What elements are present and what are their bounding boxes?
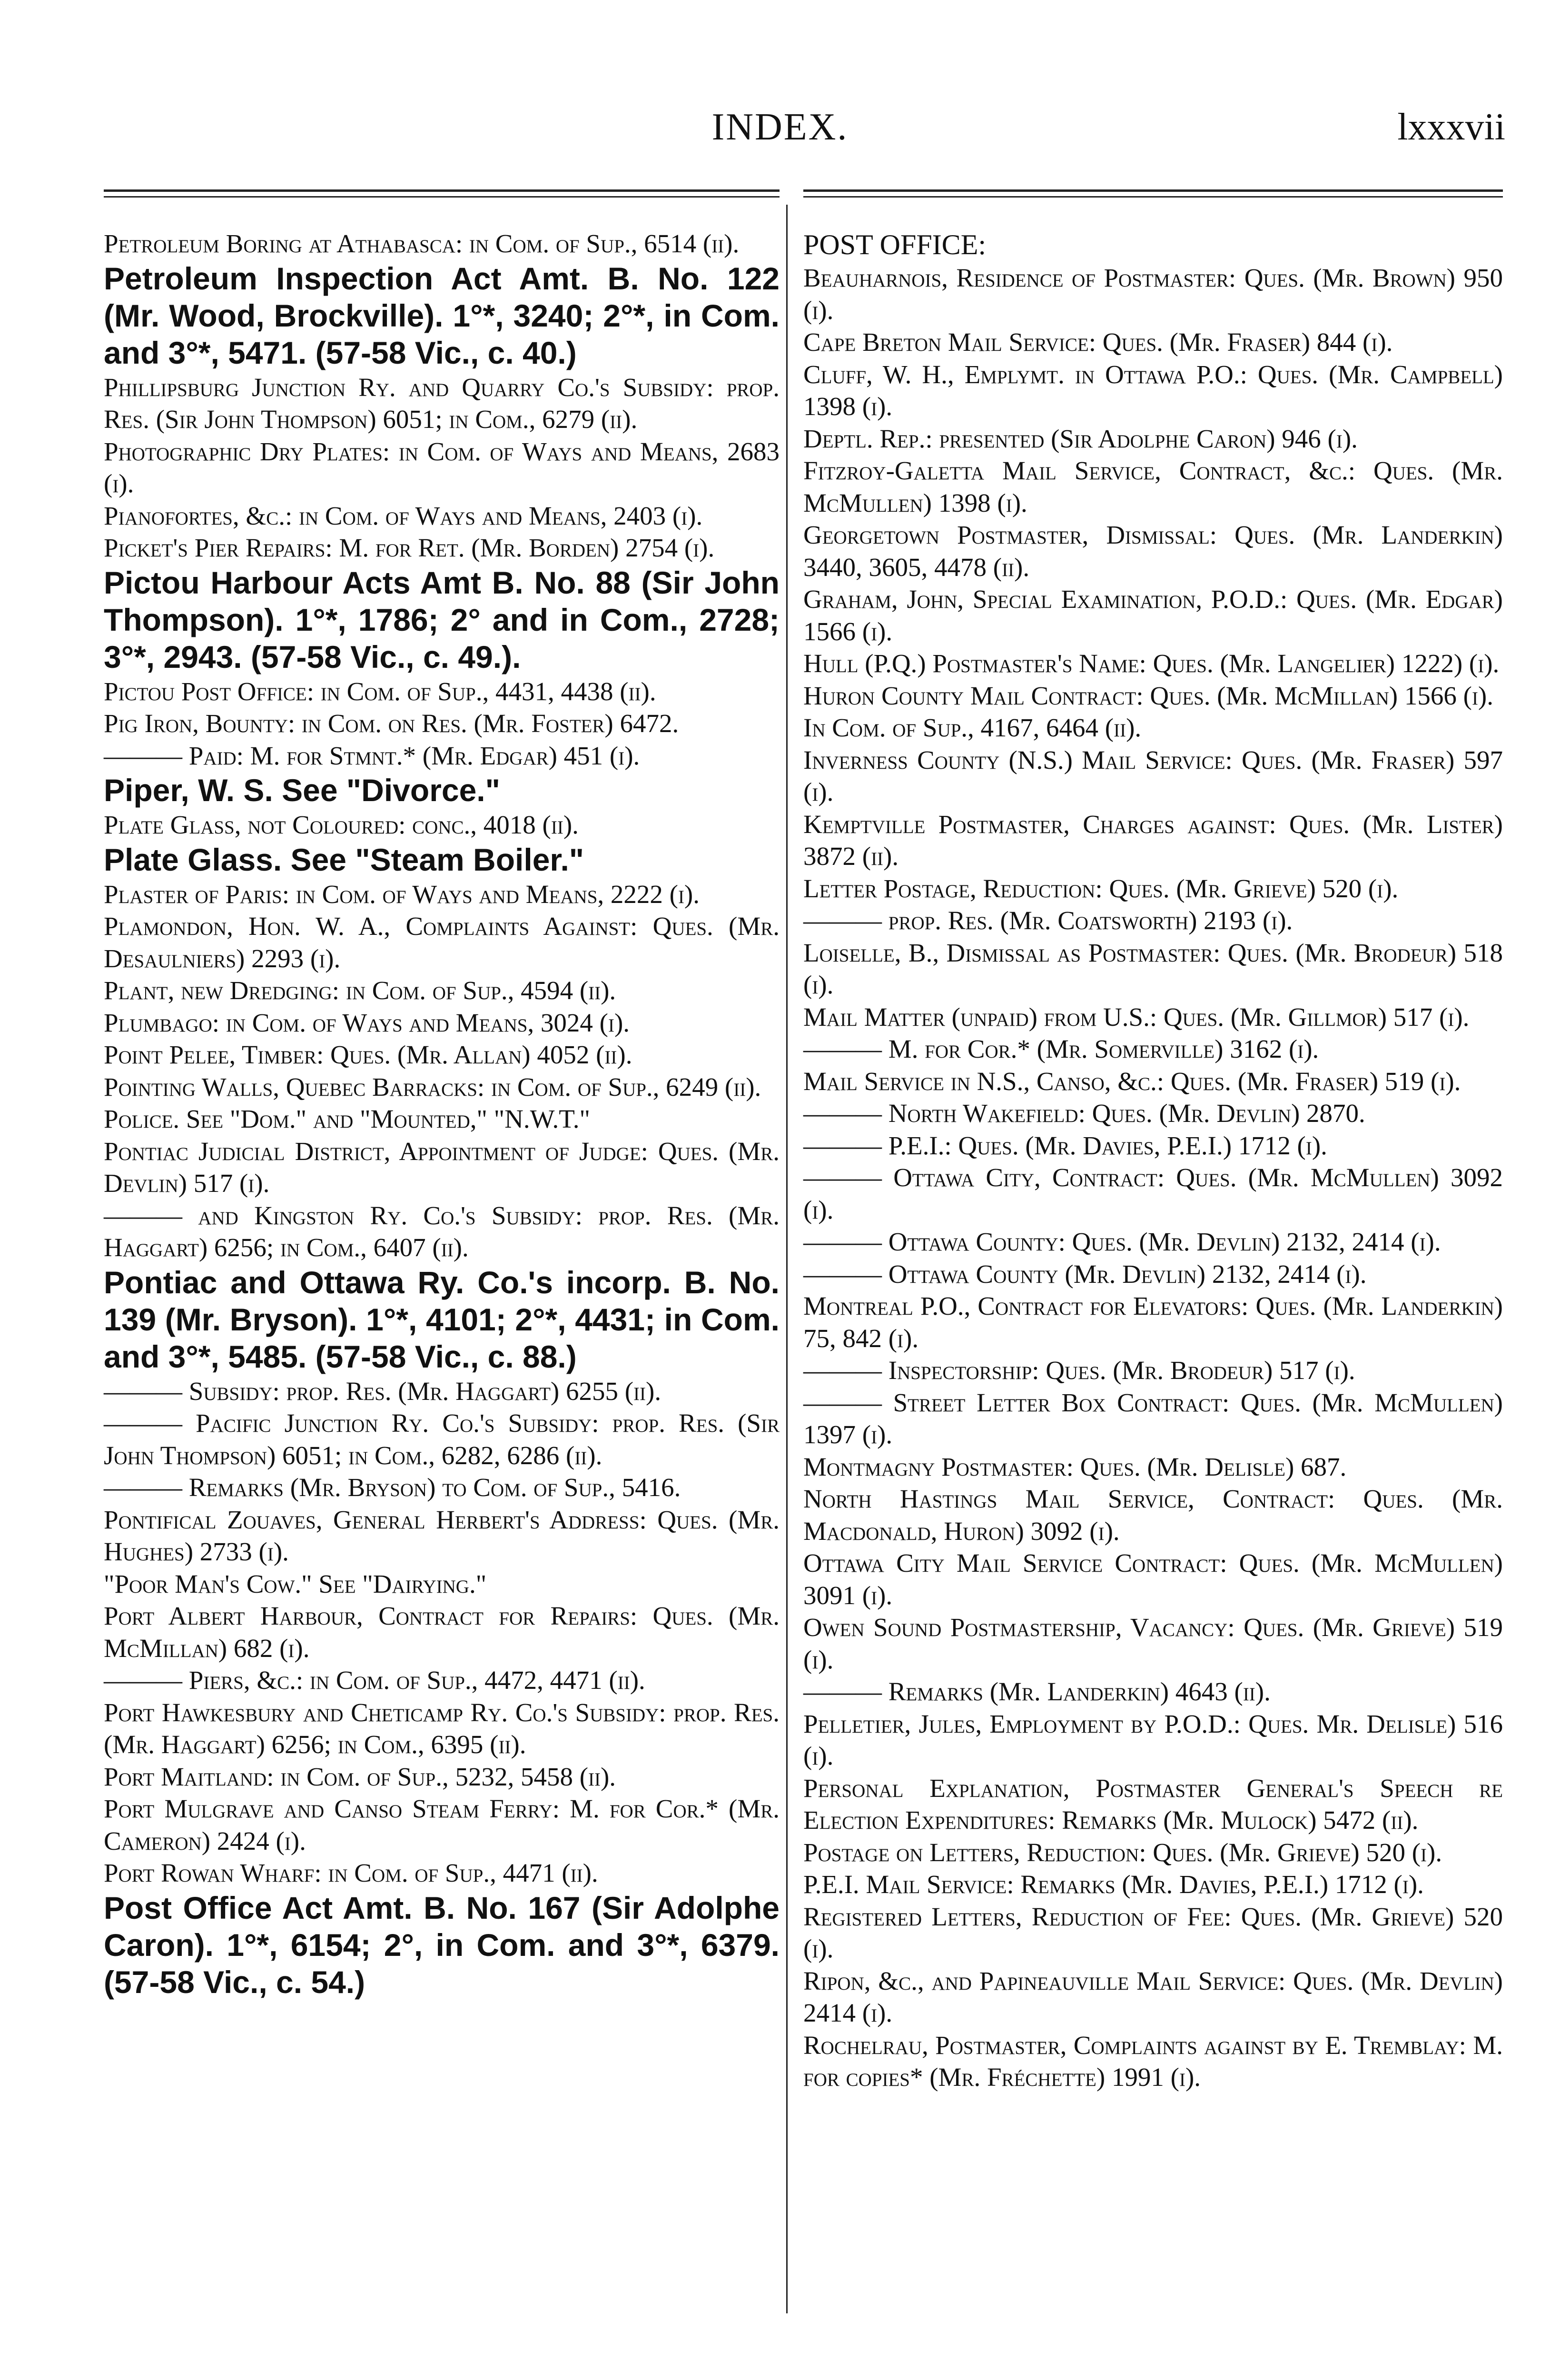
- index-entry: ——— and Kingston Ry. Co.'s Subsidy: prop. Res. (Mr. Haggart) 6256; in Com., 6407 (ii).: [104, 1200, 780, 1262]
- index-entry: Ripon, &c., and Papineauville Mail Service: Ques. (Mr. Devlin) 2414 (i).: [803, 1966, 1503, 2027]
- index-entry: Picket's Pier Repairs: M. for Ret. (Mr. Borden) 2754 (i).: [104, 533, 715, 562]
- index-entry: Plate Glass. See "Steam Boiler.": [104, 842, 584, 877]
- index-entry: Cluff, W. H., Emplymt. in Ottawa P.O.: Ques. (Mr. Campbell) 1398 (i).: [803, 359, 1503, 421]
- page-number: lxxxvii: [1397, 106, 1505, 148]
- section-heading: POST OFFICE:: [803, 229, 987, 260]
- index-entry: Graham, John, Special Examination, P.O.D.: Ques. (Mr. Edgar) 1566 (i).: [803, 585, 1503, 646]
- index-entry: Plamondon, Hon. W. A., Complaints Against: Ques. (Mr. Desaulniers) 2293 (i).: [104, 912, 780, 973]
- index-entry: Port Mulgrave and Canso Steam Ferry: M. for Cor.* (Mr. Cameron) 2424 (i).: [104, 1794, 780, 1855]
- left-column: [104, 228, 780, 2001]
- index-entry: Huron County Mail Contract: Ques. (Mr. McMillan) 1566 (i).: [803, 681, 1493, 710]
- index-entry: Port Maitland: in Com. of Sup., 5232, 5458 (ii).: [104, 1762, 616, 1791]
- index-entry: ——— Ottawa City, Contract: Ques. (Mr. McMullen) 3092 (i).: [803, 1163, 1503, 1224]
- index-entry: Photographic Dry Plates: in Com. of Ways and Means, 2683 (i).: [104, 436, 780, 498]
- index-entry: Plate Glass, not Coloured: conc., 4018 (ii).: [104, 810, 579, 839]
- index-entry: Montreal P.O., Contract for Elevators: Ques. (Mr. Landerkin) 75, 842 (i).: [803, 1291, 1503, 1353]
- index-entry: Personal Explanation, Postmaster General's Speech re Election Expenditures: Remarks (Mr. Mulock) 5472 (ii).: [803, 1773, 1503, 1835]
- index-entry: Port Rowan Wharf: in Com. of Sup., 4471 (ii).: [104, 1858, 598, 1887]
- index-entry: Loiselle, B., Dismissal as Postmaster: Ques. (Mr. Brodeur) 518 (i).: [803, 938, 1503, 999]
- index-entry: ——— Subsidy: prop. Res. (Mr. Haggart) 6255 (ii).: [104, 1376, 662, 1406]
- index-entry: ——— Inspectorship: Ques. (Mr. Brodeur) 517 (i).: [803, 1356, 1355, 1385]
- index-entry: Pelletier, Jules, Employment by P.O.D.: Ques. Mr. Delisle) 516 (i).: [803, 1709, 1503, 1770]
- index-entry: Hull (P.Q.) Postmaster's Name: Ques. (Mr. Langelier) 1222) (i).: [803, 649, 1500, 678]
- index-entry: Police. See "Dom." and "Mounted," "N.W.T.": [104, 1104, 590, 1133]
- index-entry: ——— North Wakefield: Ques. (Mr. Devlin) 2870.: [803, 1099, 1365, 1128]
- index-entry: Post Office Act Amt. B. No. 167 (Sir Adolphe Caron). 1°*, 6154; 2°, in Com. and 3°*, 6379. (57-58 Vic., c. 54.): [104, 1890, 780, 2000]
- index-entry: Inverness County (N.S.) Mail Service: Ques. (Mr. Fraser) 597 (i).: [803, 745, 1503, 806]
- index-entry: Phillipsburg Junction Ry. and Quarry Co.'s Subsidy: prop. Res. (Sir John Thompson) 6051; in Com., 6279 (ii).: [104, 372, 780, 434]
- index-entry: Petroleum Inspection Act Amt. B. No. 122 (Mr. Wood, Brockville). 1°*, 3240; 2°*, in Com. and 3°*, 5471. (57-58 Vic., c. 40.): [104, 260, 780, 370]
- index-entry: Pictou Harbour Acts Amt B. No. 88 (Sir John Thompson). 1°*, 1786; 2° and in Com., 2728; 3°*, 2943. (57-58 Vic., c. 49.).: [104, 565, 780, 674]
- index-entry: ——— Street Letter Box Contract: Ques. (Mr. McMullen) 1397 (i).: [803, 1388, 1503, 1449]
- header-rule-right: [803, 189, 1503, 192]
- index-entry: In Com. of Sup., 4167, 6464 (ii).: [803, 713, 1142, 742]
- index-entry: ——— Piers, &c.: in Com. of Sup., 4472, 4471 (ii).: [104, 1666, 645, 1695]
- index-entry: Deptl. Rep.: presented (Sir Adolphe Caron) 946 (i).: [803, 424, 1358, 453]
- index-entry: Registered Letters, Reduction of Fee: Ques. (Mr. Grieve) 520 (i).: [803, 1902, 1503, 1963]
- index-entry: ——— Paid: M. for Stmnt.* (Mr. Edgar) 451 (i).: [104, 741, 640, 770]
- index-entry: Beauharnois, Residence of Postmaster: Ques. (Mr. Brown) 950 (i).: [803, 263, 1503, 325]
- header-rule-left-lower: [104, 196, 780, 198]
- index-entry: ——— Remarks (Mr. Landerkin) 4643 (ii).: [803, 1677, 1271, 1706]
- index-entry: ——— Remarks (Mr. Bryson) to Com. of Sup., 5416.: [104, 1473, 681, 1502]
- index-entry: Port Albert Harbour, Contract for Repairs: Ques. (Mr. McMillan) 682 (i).: [104, 1601, 780, 1663]
- header-rule-left: [104, 189, 780, 192]
- index-entry: ——— Ottawa County: Ques. (Mr. Devlin) 2132, 2414 (i).: [803, 1227, 1441, 1256]
- index-entry: Montmagny Postmaster: Ques. (Mr. Delisle) 687.: [803, 1452, 1347, 1481]
- index-entry: North Hastings Mail Service, Contract: Ques. (Mr. Macdonald, Huron) 3092 (i).: [803, 1484, 1503, 1546]
- index-entry: Cape Breton Mail Service: Ques. (Mr. Fraser) 844 (i).: [803, 327, 1393, 357]
- index-entry: Pianofortes, &c.: in Com. of Ways and Means, 2403 (i).: [104, 501, 703, 530]
- index-entry: ——— Pacific Junction Ry. Co.'s Subsidy: prop. Res. (Sir John Thompson) 6051; in Com., 6282, 6286 (ii).: [104, 1408, 780, 1470]
- right-column-entries: [803, 262, 1503, 2093]
- index-entry: Rochelrau, Postmaster, Complaints against by E. Tremblay: M. for copies* (Mr. Fréchette) 1991 (i).: [803, 2030, 1503, 2092]
- index-entry: Point Pelee, Timber: Ques. (Mr. Allan) 4052 (ii).: [104, 1040, 632, 1069]
- index-entry: Pig Iron, Bounty: in Com. on Res. (Mr. Foster) 6472.: [104, 709, 679, 738]
- header-rule-right-lower: [803, 196, 1503, 198]
- index-entry: P.E.I. Mail Service: Remarks (Mr. Davies, P.E.I.) 1712 (i).: [803, 1870, 1424, 1899]
- index-entry: Port Hawkesbury and Cheticamp Ry. Co.'s Subsidy: prop. Res. (Mr. Haggart) 6256; in Com., 6395 (ii).: [104, 1697, 780, 1759]
- index-entry: Piper, W. S. See "Divorce.": [104, 773, 500, 808]
- index-entry: Plaster of Paris: in Com. of Ways and Means, 2222 (i).: [104, 879, 700, 909]
- index-entry: ——— prop. Res. (Mr. Coatsworth) 2193 (i).: [803, 906, 1293, 935]
- index-entry: Pictou Post Office: in Com. of Sup., 4431, 4438 (ii).: [104, 676, 656, 706]
- index-entry: ——— Ottawa County (Mr. Devlin) 2132, 2414 (i).: [803, 1259, 1367, 1289]
- index-entry: Letter Postage, Reduction: Ques. (Mr. Grieve) 520 (i).: [803, 873, 1399, 903]
- column-divider: [786, 205, 788, 2313]
- index-entry: Georgetown Postmaster, Dismissal: Ques. (Mr. Landerkin) 3440, 3605, 4478 (ii).: [803, 520, 1503, 582]
- index-entry: Plant, new Dredging: in Com. of Sup., 4594 (ii).: [104, 976, 616, 1005]
- index-entry: "Poor Man's Cow." See "Dairying.": [104, 1569, 487, 1598]
- index-entry: Ottawa City Mail Service Contract: Ques. (Mr. McMullen) 3091 (i).: [803, 1548, 1503, 1610]
- index-entry: ——— M. for Cor.* (Mr. Somerville) 3162 (i).: [803, 1034, 1319, 1063]
- right-column: [803, 228, 1503, 2093]
- index-entry: Pontiac and Ottawa Ry. Co.'s incorp. B. No. 139 (Mr. Bryson). 1°*, 4101; 2°*, 4431; in Com. and 3°*, 5485. (57-58 Vic., c. 88.): [104, 1264, 780, 1374]
- index-entry: Pontiac Judicial District, Appointment of Judge: Ques. (Mr. Devlin) 517 (i).: [104, 1136, 780, 1198]
- index-entry: Petroleum Boring at Athabasca: in Com. of Sup., 6514 (ii).: [104, 229, 740, 258]
- index-entry: Owen Sound Postmastership, Vacancy: Ques. (Mr. Grieve) 519 (i).: [803, 1613, 1503, 1674]
- page-title: INDEX.: [711, 106, 849, 148]
- index-entry: Plumbago: in Com. of Ways and Means, 3024 (i).: [104, 1008, 630, 1037]
- index-entry: Mail Service in N.S., Canso, &c.: Ques. (Mr. Fraser) 519 (i).: [803, 1066, 1461, 1096]
- index-entry: Fitzroy-Galetta Mail Service, Contract, &c.: Ques. (Mr. McMullen) 1398 (i).: [803, 456, 1503, 517]
- index-entry: ——— P.E.I.: Ques. (Mr. Davies, P.E.I.) 1712 (i).: [803, 1130, 1327, 1160]
- index-entry: Pointing Walls, Quebec Barracks: in Com. of Sup., 6249 (ii).: [104, 1072, 761, 1101]
- index-entry: Pontifical Zouaves, General Herbert's Address: Ques. (Mr. Hughes) 2733 (i).: [104, 1505, 780, 1566]
- index-entry: Kemptville Postmaster, Charges against: Ques. (Mr. Lister) 3872 (ii).: [803, 809, 1503, 871]
- index-entry: Postage on Letters, Reduction: Ques. (Mr. Grieve) 520 (i).: [803, 1837, 1442, 1867]
- index-entry: Mail Matter (unpaid) from U.S.: Ques. (Mr. Gillmor) 517 (i).: [803, 1002, 1470, 1031]
